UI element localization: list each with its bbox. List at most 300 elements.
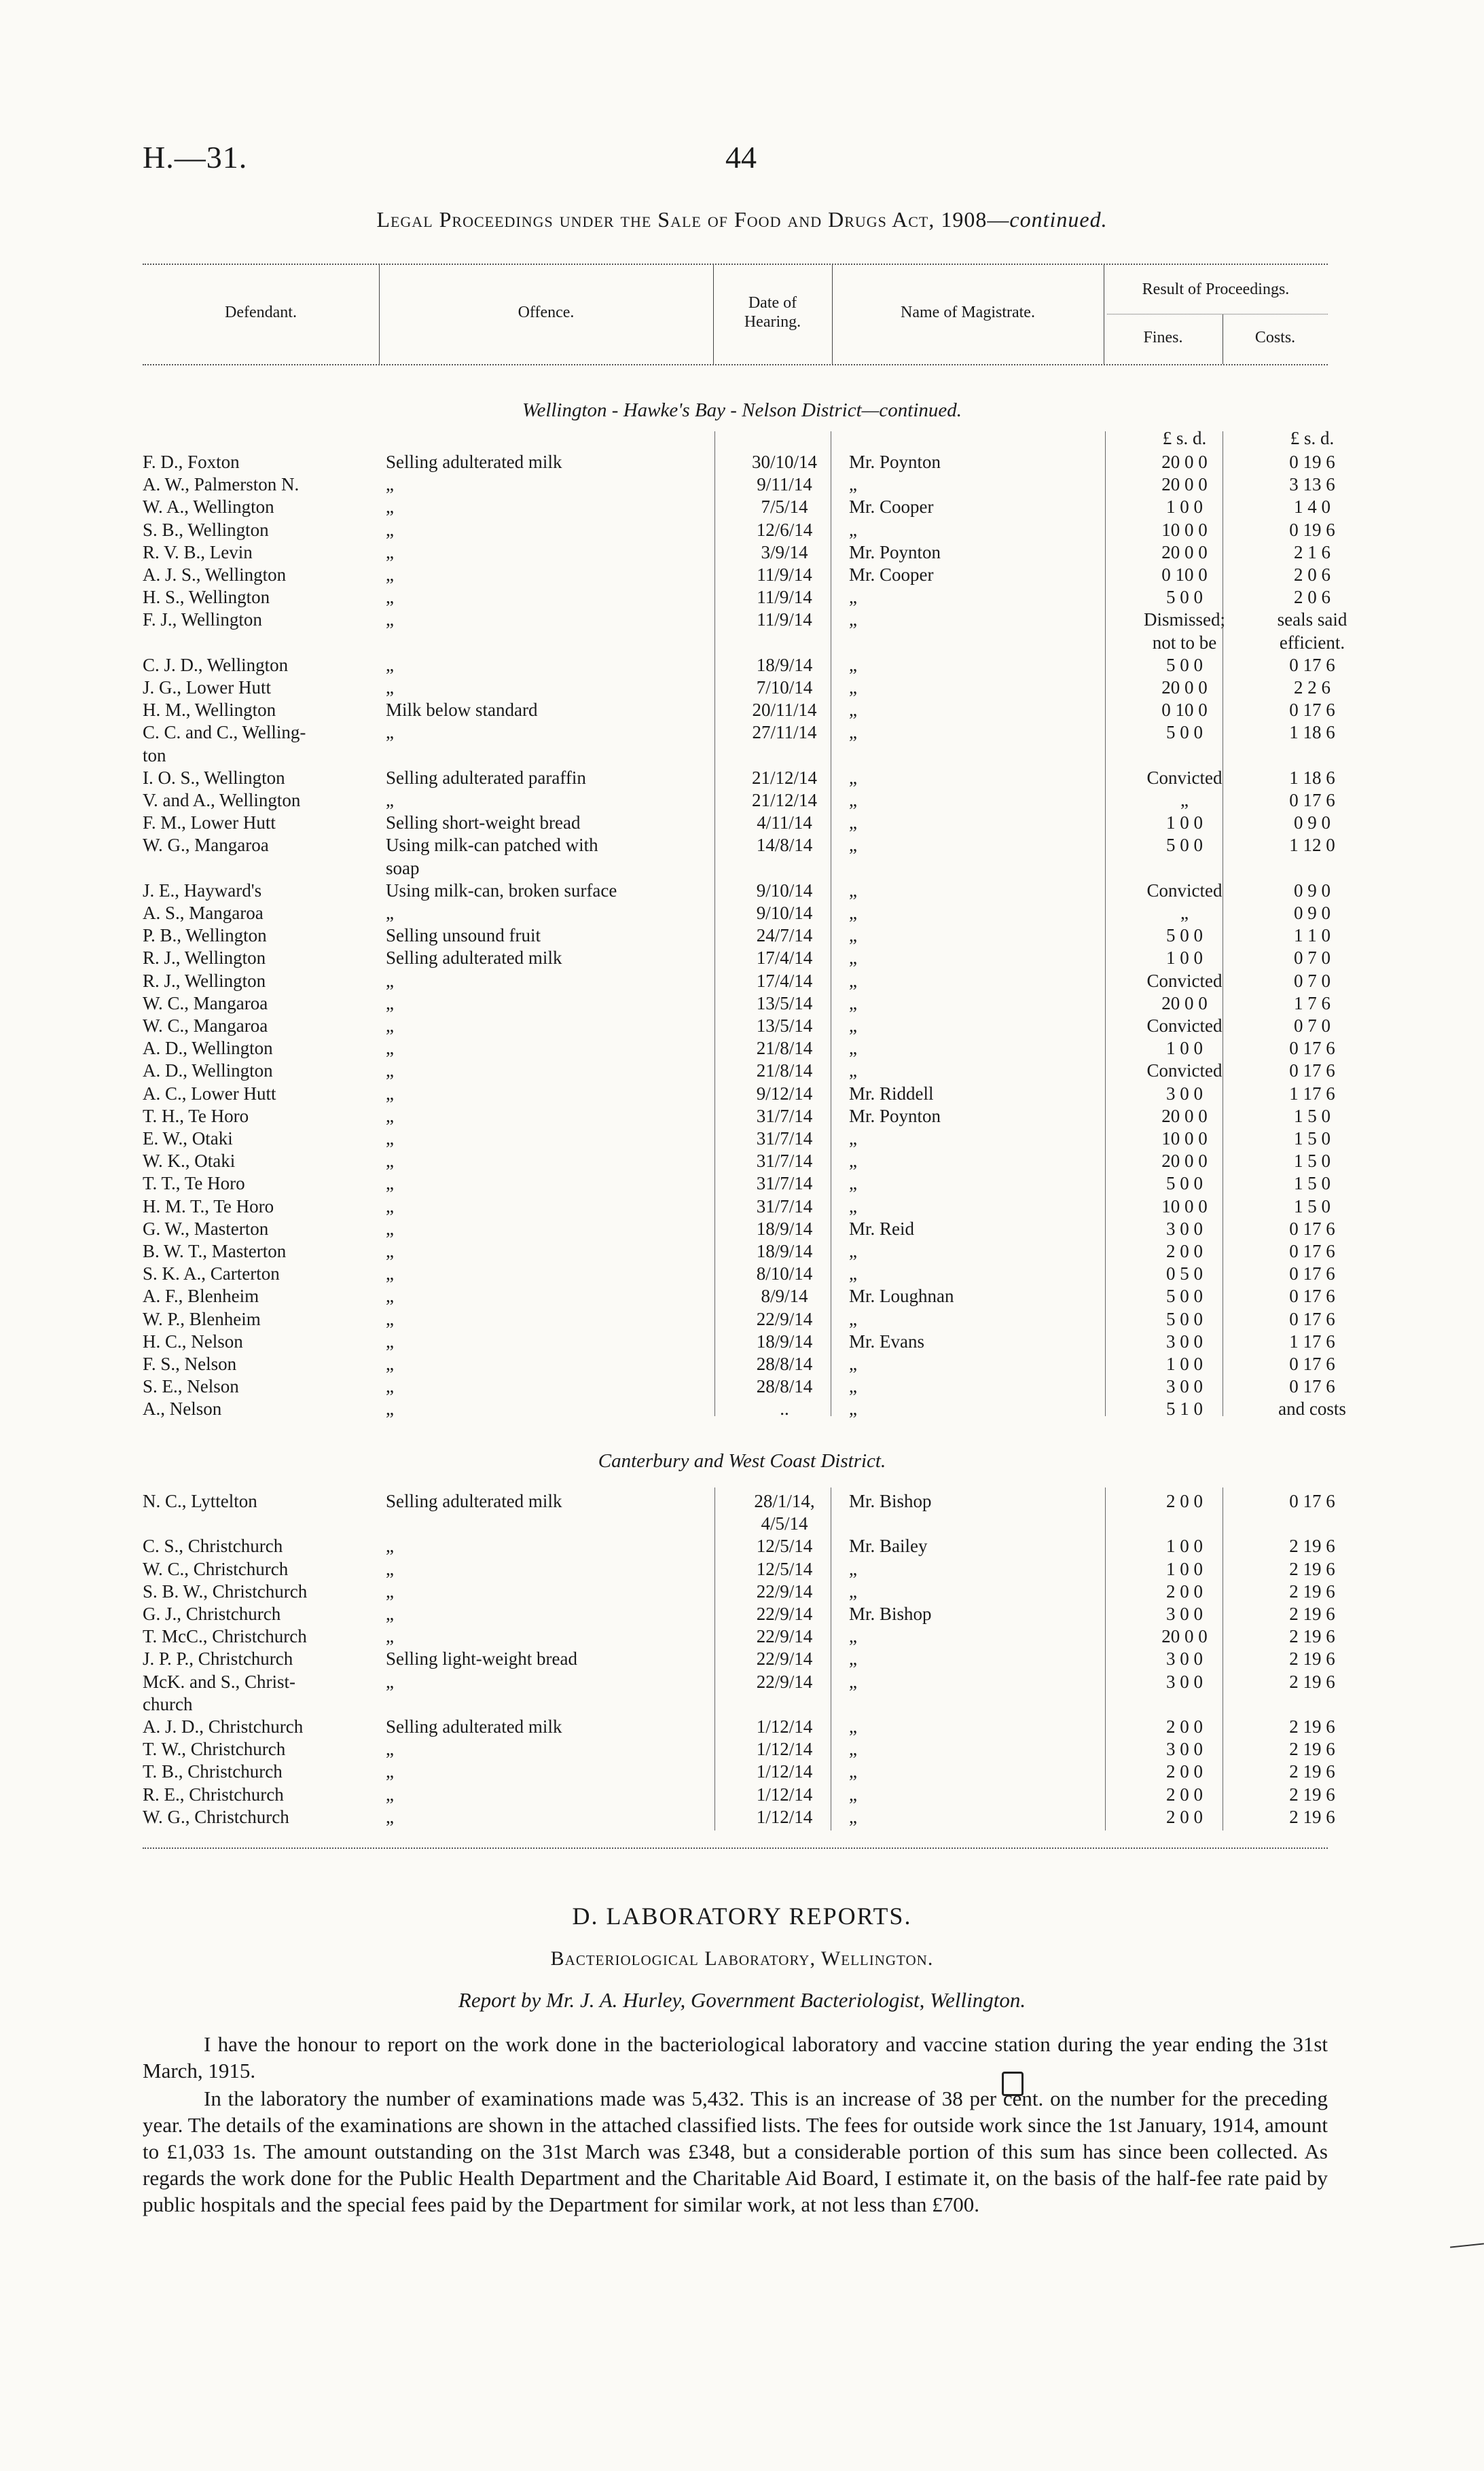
fines-cell: 10 0 0 xyxy=(1161,1128,1208,1149)
costs-cell: 2 19 6 xyxy=(1289,1671,1335,1692)
date-cell: 18/9/14 xyxy=(756,1218,813,1239)
defendant-cell: H. C., Nelson xyxy=(143,1331,243,1352)
table-row xyxy=(143,1015,1331,1038)
date-cell: 11/9/14 xyxy=(757,609,812,630)
offence-cell: „ xyxy=(386,1331,394,1352)
table-row xyxy=(143,541,1331,564)
col-date: Date of Hearing. xyxy=(744,294,801,331)
date-cell: 9/10/14 xyxy=(756,880,813,901)
costs-cell: 1 12 0 xyxy=(1289,835,1335,856)
costs-cell: 2 19 6 xyxy=(1289,1604,1335,1624)
fines-cell: 5 1 0 xyxy=(1166,1399,1203,1420)
magistrate-cell: „ xyxy=(849,1173,857,1194)
costs-cell: 0 17 6 xyxy=(1289,1491,1335,1511)
date-cell: 14/8/14 xyxy=(756,835,813,856)
offence-cell: „ xyxy=(386,1218,394,1239)
costs-cell: 1 17 6 xyxy=(1289,1331,1335,1352)
date-cell: 21/12/14 xyxy=(751,767,817,788)
table-row xyxy=(143,722,1335,744)
defendant-cell: A. D., Wellington xyxy=(143,1038,273,1059)
costs-cell: 3 13 6 xyxy=(1289,474,1335,495)
paragraph-2: In the laboratory the number of examinations made was 5,432. This is an increase of 38 per cent. on the number for the preceding year. The details of the examinations are shown in the attached classified lists. The fees for outside work since the 1st January, 1914, amount to £1,033 1s. The amount outstanding on the 31st March was £348, but a considerable portion of this sum has since been collected. As regards the work done for the Public Health Department and the Charitable Aid Board, I estimate it, on the basis of the half-fee rate paid by public hospitals and the special fees paid by the Department for similar work, at not less than £700. xyxy=(143,2087,1328,2216)
offence-cell: „ xyxy=(386,677,394,698)
fines-cell: 3 0 0 xyxy=(1166,1648,1203,1670)
col-magistrate: Name of Magistrate. xyxy=(901,304,1035,321)
defendant-cell: F. M., Lower Hutt xyxy=(143,812,276,833)
magistrate-cell: „ xyxy=(849,925,857,946)
title-continued: continued. xyxy=(1009,207,1108,232)
table-row xyxy=(143,745,1328,768)
magistrate-cell: „ xyxy=(849,992,857,1013)
costs-cell: 2 19 6 xyxy=(1289,1581,1335,1602)
defendant-cell: A. C., Lower Hutt xyxy=(143,1083,276,1104)
table-row xyxy=(143,1331,1335,1354)
costs-cell: seals said xyxy=(1277,609,1347,630)
defendant-cell: T. W., Christchurch xyxy=(143,1739,286,1760)
offence-cell: Selling adulterated paraffin xyxy=(386,767,586,788)
offence-cell: „ xyxy=(386,1739,394,1760)
date-cell: 8/10/14 xyxy=(756,1263,813,1284)
defendant-cell: V. and A., Wellington xyxy=(143,790,301,810)
costs-cell: 2 19 6 xyxy=(1289,1761,1335,1782)
offence-cell: „ xyxy=(386,1015,394,1036)
magistrate-cell: „ xyxy=(849,1648,857,1670)
table-row xyxy=(143,1626,1335,1648)
currency-row xyxy=(143,428,1335,450)
fines-cell: 2 0 0 xyxy=(1166,1491,1203,1511)
magistrate-cell: Mr. Poynton xyxy=(849,1105,941,1126)
magistrate-cell: Mr. Poynton xyxy=(849,452,941,472)
costs-cell: 1 5 0 xyxy=(1294,1173,1331,1194)
table-top-rule xyxy=(143,264,1328,265)
magistrate-cell: „ xyxy=(849,903,857,923)
fines-cell: 1 0 0 xyxy=(1166,812,1203,833)
magistrate-cell: Mr. Reid xyxy=(849,1218,915,1239)
magistrate-cell: Mr. Bailey xyxy=(849,1536,928,1557)
defendant-cell: H. M., Wellington xyxy=(143,700,276,721)
table-row xyxy=(143,812,1331,835)
costs-cell: 2 19 6 xyxy=(1289,1648,1335,1670)
costs-cell: 0 17 6 xyxy=(1289,1038,1335,1059)
magistrate-cell: „ xyxy=(849,1399,857,1420)
table-row xyxy=(143,835,1335,857)
costs-cell: 2 19 6 xyxy=(1289,1739,1335,1760)
offence-cell: Selling adulterated milk xyxy=(386,948,562,969)
magistrate-cell: „ xyxy=(849,1354,857,1374)
table-row xyxy=(143,1263,1335,1286)
defendant-cell: A., Nelson xyxy=(143,1399,222,1420)
table-row xyxy=(143,1558,1335,1581)
table-header-rule xyxy=(143,364,1328,365)
date-cell: .. xyxy=(780,1399,789,1420)
costs-cell: 0 17 6 xyxy=(1289,1286,1335,1307)
page-title xyxy=(0,207,1484,232)
costs-cell: 1 5 0 xyxy=(1294,1195,1331,1216)
table-row xyxy=(143,1513,1328,1536)
costs-cell: 1 1 0 xyxy=(1294,925,1331,946)
costs-cell: efficient. xyxy=(1279,632,1345,653)
offence-cell: „ xyxy=(386,1761,394,1782)
costs-cell: 1 18 6 xyxy=(1289,722,1335,743)
table-row xyxy=(143,790,1335,812)
table-row xyxy=(143,992,1331,1015)
date-cell: 11/9/14 xyxy=(757,587,812,608)
date-cell: 28/1/14, xyxy=(754,1491,815,1511)
costs-cell: 1 5 0 xyxy=(1294,1151,1331,1172)
table-row xyxy=(143,654,1335,677)
defendant-cell: W. G., Mangaroa xyxy=(143,835,269,856)
fines-cell: 1 0 0 xyxy=(1166,1536,1203,1557)
fines-cell: 5 0 0 xyxy=(1166,835,1203,856)
costs-cell: 0 7 0 xyxy=(1294,1015,1331,1036)
table-row xyxy=(143,1784,1335,1807)
defendant-cell: C. S., Christchurch xyxy=(143,1536,283,1557)
paragraph-1: I have the honour to report on the work done in the bacteriological laboratory and vaccine station during the year ending the 31st March, 1915. xyxy=(143,2032,1328,2082)
offence-cell: „ xyxy=(386,1376,394,1397)
defendant-cell: J. E., Hayward's xyxy=(143,880,262,901)
magistrate-cell: „ xyxy=(849,1015,857,1036)
table-row xyxy=(143,925,1331,948)
costs-cell: 2 0 6 xyxy=(1294,564,1331,585)
costs-cell: 2 2 6 xyxy=(1294,677,1331,698)
costs-cell: 2 19 6 xyxy=(1289,1716,1335,1737)
offence-cell: „ xyxy=(386,992,394,1013)
defendant-cell: C. C. and C., Welling- xyxy=(143,722,306,743)
fines-cell: 0 10 0 xyxy=(1161,700,1208,721)
date-cell: 12/5/14 xyxy=(756,1558,813,1579)
page-number: 44 xyxy=(725,140,757,175)
table-row xyxy=(143,970,1331,993)
costs-cell: 0 19 6 xyxy=(1289,519,1335,540)
magistrate-cell: „ xyxy=(849,1626,857,1647)
fines-cell: 0 5 0 xyxy=(1166,1263,1203,1284)
defendant-cell: A. J. D., Christchurch xyxy=(143,1716,304,1737)
fines-cell: Convicted xyxy=(1146,767,1223,788)
magistrate-cell: Mr. Poynton xyxy=(849,541,941,562)
table-row xyxy=(143,1604,1335,1626)
section-wellington: Wellington - Hawke's Bay - Nelson District—continued. xyxy=(522,399,962,421)
costs-cell: 0 17 6 xyxy=(1289,1060,1335,1081)
magistrate-cell: „ xyxy=(849,587,857,608)
date-cell: 17/4/14 xyxy=(756,948,813,969)
costs-cell: 0 17 6 xyxy=(1289,1263,1335,1284)
defendant-cell: J. P. P., Christchurch xyxy=(143,1648,293,1670)
magistrate-cell: Mr. Bishop xyxy=(849,1604,932,1624)
fines-cell: 3 0 0 xyxy=(1166,1739,1203,1760)
col-divider xyxy=(713,265,714,364)
magistrate-cell: „ xyxy=(849,654,857,675)
magistrate-cell: „ xyxy=(849,1671,857,1692)
date-cell: 4/5/14 xyxy=(761,1513,808,1534)
table-row xyxy=(143,1083,1335,1106)
costs-cell: 0 17 6 xyxy=(1289,1308,1335,1329)
costs-cell: 0 9 0 xyxy=(1294,903,1331,923)
offence-cell: „ xyxy=(386,1806,394,1827)
date-cell: 13/5/14 xyxy=(756,1015,813,1036)
offence-cell: soap xyxy=(386,857,420,878)
table-row xyxy=(143,1128,1331,1151)
currency-fines: £ s. d. xyxy=(1162,428,1207,448)
offence-cell: „ xyxy=(386,1128,394,1149)
magistrate-cell: Mr. Cooper xyxy=(849,564,934,585)
offence-cell: „ xyxy=(386,1558,394,1579)
currency-costs: £ s. d. xyxy=(1290,428,1335,448)
date-cell: 31/7/14 xyxy=(756,1105,813,1126)
defendant-cell: A. W., Palmerston N. xyxy=(143,474,300,495)
defendant-cell: P. B., Wellington xyxy=(143,925,267,946)
costs-cell: 2 19 6 xyxy=(1289,1784,1335,1805)
fines-cell: 1 0 0 xyxy=(1166,948,1203,969)
date-cell: 22/9/14 xyxy=(756,1626,813,1647)
magistrate-cell: „ xyxy=(849,812,857,833)
magistrate-cell: „ xyxy=(849,1060,857,1081)
costs-cell: 1 5 0 xyxy=(1294,1128,1331,1149)
defendant-cell: G. J., Christchurch xyxy=(143,1604,281,1624)
lab-byline: Report by Mr. J. A. Hurley, Government Bacteriologist, Wellington. xyxy=(458,1988,1026,2012)
table-row xyxy=(143,1536,1335,1558)
defendant-cell: church xyxy=(143,1693,193,1714)
defendant-cell: T. T., Te Horo xyxy=(143,1173,245,1194)
date-cell: 1/12/14 xyxy=(756,1784,813,1805)
defendant-cell: A. S., Mangaroa xyxy=(143,903,264,923)
table-row xyxy=(143,587,1331,609)
offence-cell: Selling light-weight bread xyxy=(386,1648,577,1670)
date-cell: 1/12/14 xyxy=(756,1806,813,1827)
costs-cell: 0 17 6 xyxy=(1289,1354,1335,1374)
defendant-cell: R. V. B., Levin xyxy=(143,541,253,562)
offence-cell: Selling short-weight bread xyxy=(386,812,581,833)
costs-cell: 0 17 6 xyxy=(1289,654,1335,675)
title-main: Legal Proceedings under the Sale of Food and Drugs Act, 1908— xyxy=(376,207,1010,232)
magistrate-cell: „ xyxy=(849,722,857,743)
defendant-cell: T. H., Te Horo xyxy=(143,1105,249,1126)
col-fines: Fines. xyxy=(1143,329,1183,346)
magistrate-cell: „ xyxy=(849,1263,857,1284)
fines-cell: 20 0 0 xyxy=(1161,474,1208,495)
costs-cell: 0 17 6 xyxy=(1289,700,1335,721)
fines-cell: 20 0 0 xyxy=(1161,677,1208,698)
offence-cell: „ xyxy=(386,1038,394,1059)
offence-cell: „ xyxy=(386,1286,394,1307)
offence-cell: „ xyxy=(386,1060,394,1081)
magistrate-cell: „ xyxy=(849,767,857,788)
offence-cell: „ xyxy=(386,903,394,923)
defendant-cell: W. K., Otaki xyxy=(143,1151,236,1172)
fines-cell: 3 0 0 xyxy=(1166,1376,1203,1397)
date-cell: 31/7/14 xyxy=(756,1151,813,1172)
fines-cell: Convicted xyxy=(1146,1015,1223,1036)
defendant-cell: F. S., Nelson xyxy=(143,1354,237,1374)
fines-cell: 5 0 0 xyxy=(1166,587,1203,608)
costs-cell: 0 9 0 xyxy=(1294,880,1331,901)
table-row xyxy=(143,677,1331,700)
fines-cell: 20 0 0 xyxy=(1161,1151,1208,1172)
table-row xyxy=(143,1286,1335,1308)
magistrate-cell: „ xyxy=(849,1376,857,1397)
table-row xyxy=(143,1581,1335,1604)
fines-cell: „ xyxy=(1180,903,1189,923)
fines-cell: Convicted xyxy=(1146,880,1223,901)
magistrate-cell: „ xyxy=(849,790,857,810)
date-cell: 27/11/14 xyxy=(752,722,817,743)
fines-cell: 20 0 0 xyxy=(1161,1105,1208,1126)
magistrate-cell: „ xyxy=(849,519,857,540)
table-row xyxy=(143,1694,1328,1716)
fines-cell: 2 0 0 xyxy=(1166,1806,1203,1827)
date-cell: 31/7/14 xyxy=(756,1173,813,1194)
table-row xyxy=(143,1806,1335,1829)
date-cell: 18/9/14 xyxy=(756,1241,813,1261)
table-row xyxy=(143,1399,1346,1421)
offence-cell: „ xyxy=(386,1354,394,1374)
offence-cell: „ xyxy=(386,722,394,743)
table-row xyxy=(143,1038,1335,1060)
fines-cell: „ xyxy=(1180,790,1189,810)
magistrate-cell: Mr. Loughnan xyxy=(849,1286,954,1307)
costs-cell: 0 7 0 xyxy=(1294,970,1331,991)
lab-subheading: Bacteriological Laboratory, Wellington. xyxy=(550,1947,934,1970)
magistrate-cell: „ xyxy=(849,1558,857,1579)
date-cell: 24/7/14 xyxy=(756,925,813,946)
fines-cell: 20 0 0 xyxy=(1161,541,1208,562)
magistrate-cell: „ xyxy=(849,1806,857,1827)
costs-cell: 1 4 0 xyxy=(1294,497,1331,518)
table-row xyxy=(143,519,1335,542)
magistrate-cell: „ xyxy=(849,948,857,969)
defendant-cell: W. P., Blenheim xyxy=(143,1308,261,1329)
offence-cell: „ xyxy=(386,1784,394,1805)
magistrate-cell: „ xyxy=(849,1716,857,1737)
magistrate-cell: Mr. Riddell xyxy=(849,1083,934,1104)
magistrate-cell: „ xyxy=(849,1308,857,1329)
defendant-cell: J. G., Lower Hutt xyxy=(143,677,271,698)
fines-cell: 5 0 0 xyxy=(1166,925,1203,946)
defendant-cell: S. E., Nelson xyxy=(143,1376,239,1397)
defendant-cell: R. E., Christchurch xyxy=(143,1784,284,1805)
table-row xyxy=(143,609,1347,632)
date-cell: 28/8/14 xyxy=(756,1376,813,1397)
offence-cell: „ xyxy=(386,654,394,675)
date-cell: 1/12/14 xyxy=(756,1716,813,1737)
fines-cell: not to be xyxy=(1152,632,1217,653)
offence-cell: „ xyxy=(386,1173,394,1194)
offence-cell: „ xyxy=(386,1241,394,1261)
magistrate-cell: „ xyxy=(849,1739,857,1760)
offence-cell: „ xyxy=(386,541,394,562)
date-cell: 9/10/14 xyxy=(756,903,813,923)
defendant-cell: I. O. S., Wellington xyxy=(143,767,285,788)
fines-cell: 2 0 0 xyxy=(1166,1716,1203,1737)
defendant-cell: H. S., Wellington xyxy=(143,587,270,608)
fines-cell: 20 0 0 xyxy=(1161,1626,1208,1647)
costs-cell: 2 0 6 xyxy=(1294,587,1331,608)
table-row xyxy=(143,1060,1335,1083)
defendant-cell: W. C., Mangaroa xyxy=(143,992,268,1013)
date-cell: 22/9/14 xyxy=(756,1604,813,1624)
defendant-cell: N. C., Lyttelton xyxy=(143,1491,257,1511)
offence-cell: „ xyxy=(386,970,394,991)
date-cell: 7/5/14 xyxy=(761,497,808,518)
table-row xyxy=(143,1354,1335,1376)
defendant-cell: W. C., Christchurch xyxy=(143,1558,289,1579)
col-defendant: Defendant. xyxy=(225,304,297,321)
magistrate-cell: „ xyxy=(849,700,857,721)
defendant-cell: ton xyxy=(143,744,166,765)
table-row xyxy=(143,1716,1335,1739)
offence-cell: Milk below standard xyxy=(386,700,538,721)
date-cell: 1/12/14 xyxy=(756,1761,813,1782)
offence-cell: „ xyxy=(386,497,394,518)
fines-cell: 1 0 0 xyxy=(1166,1038,1203,1059)
magistrate-cell: Mr. Bishop xyxy=(849,1491,932,1511)
table-row xyxy=(143,474,1335,497)
fines-cell: 20 0 0 xyxy=(1161,452,1208,472)
offence-cell: „ xyxy=(386,1536,394,1557)
fines-cell: 5 0 0 xyxy=(1166,654,1203,675)
date-cell: 22/9/14 xyxy=(756,1648,813,1670)
magistrate-cell: „ xyxy=(849,1151,857,1172)
defendant-cell: F. D., Foxton xyxy=(143,452,240,472)
date-cell: 21/8/14 xyxy=(756,1038,813,1059)
date-cell: 3/9/14 xyxy=(761,541,808,562)
offence-cell: „ xyxy=(386,1399,394,1420)
date-cell: 7/10/14 xyxy=(756,677,813,698)
costs-cell: 2 19 6 xyxy=(1289,1558,1335,1579)
defendant-cell: W. C., Mangaroa xyxy=(143,1015,268,1036)
fines-cell: Convicted xyxy=(1146,1060,1223,1081)
costs-cell: 2 19 6 xyxy=(1289,1626,1335,1647)
table-row xyxy=(143,1308,1335,1331)
magistrate-cell: „ xyxy=(849,880,857,901)
defendant-cell: S. B. W., Christchurch xyxy=(143,1581,308,1602)
costs-cell: 0 9 0 xyxy=(1294,812,1331,833)
table-row xyxy=(143,497,1331,519)
magistrate-cell: „ xyxy=(849,1241,857,1261)
defendant-cell: E. W., Otaki xyxy=(143,1128,233,1149)
fines-cell: Convicted xyxy=(1146,970,1223,991)
fines-cell: 1 0 0 xyxy=(1166,1558,1203,1579)
date-cell: 9/11/14 xyxy=(757,474,812,495)
table-row xyxy=(143,1648,1335,1671)
magistrate-cell: „ xyxy=(849,1581,857,1602)
fines-cell: 5 0 0 xyxy=(1166,1173,1203,1194)
fines-cell: 3 0 0 xyxy=(1166,1331,1203,1352)
table-row xyxy=(143,452,1335,474)
date-cell: 13/5/14 xyxy=(756,992,813,1013)
offence-cell: „ xyxy=(386,1581,394,1602)
margin-mark xyxy=(1450,2243,1484,2248)
date-cell: 8/9/14 xyxy=(761,1286,808,1307)
offence-cell: Selling adulterated milk xyxy=(386,1491,562,1511)
defendant-cell: A. F., Blenheim xyxy=(143,1286,259,1307)
date-cell: 12/6/14 xyxy=(756,519,813,540)
defendant-cell: McK. and S., Christ- xyxy=(143,1671,295,1692)
magistrate-cell: „ xyxy=(849,1784,857,1805)
costs-cell: 0 17 6 xyxy=(1289,1218,1335,1239)
date-cell: 1/12/14 xyxy=(756,1739,813,1760)
offence-cell: „ xyxy=(386,587,394,608)
date-cell: 28/8/14 xyxy=(756,1354,813,1374)
fines-cell: 5 0 0 xyxy=(1166,1308,1203,1329)
table-row xyxy=(143,1739,1335,1761)
table-row xyxy=(143,1761,1335,1784)
offence-cell: „ xyxy=(386,474,394,495)
costs-cell: 1 17 6 xyxy=(1289,1083,1335,1104)
costs-cell: 2 19 6 xyxy=(1289,1536,1335,1557)
table-row xyxy=(143,880,1331,903)
defendant-cell: H. M. T., Te Horo xyxy=(143,1195,274,1216)
date-cell: 30/10/14 xyxy=(751,452,817,472)
